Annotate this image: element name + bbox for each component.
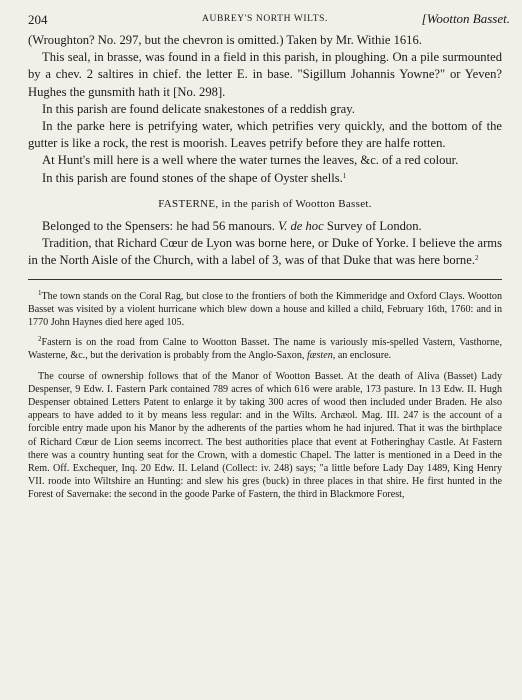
running-title: AUBREY'S NORTH WILTS.: [202, 14, 328, 24]
footnote-text: an enclosure.: [337, 350, 392, 362]
paragraph: [28, 235, 502, 269]
italic-text: V. de hoc: [278, 219, 324, 234]
paragraph: [28, 218, 502, 235]
footnotes: [28, 290, 502, 502]
footnote: [28, 336, 502, 362]
footnote-ref: 1: [342, 171, 347, 180]
paragraph-text: Tradition, that Richard Cœur de Lyon was borne here, or Duke of Yorke. I believe the arms in the North Aisle of the Church, with a label of 3, was of that Duke that was here borne.: [28, 236, 502, 268]
main-text: [28, 32, 502, 270]
section-heading: FASTERNE, in the parish of Wootton Basset.: [158, 197, 372, 210]
paragraph: [28, 170, 502, 187]
section-location: [Wootton Basset.: [421, 11, 510, 26]
footnote-continuation: The course of ownership follows that of the Manor of Wootton Basset. At the death of Aliva (Basset) Lady Despenser, 9 Edw. I. Fastern Park contained 789 acres of which 616 were arable, 173 pasture. In 13 Edw. II. Hugh Despenser obtained Letters Patent to enlarge it by taking 300 acres of wood then included under Braden. He also appears to have added to it by means less regular: and in the Wilts. Archæol. Mag. III. 247 is the account of a forcible entry made upon his Manor by the adherents of the parties whom he had injured. That it was the birthplace of Richard Cœur de Lion seems incorrect. The best authorities place that event at Fotheringhay Castle. At Fastern there was a country hunting seat for the Crown, with a domestic Chapel. The latter is mentioned in a Deed in the Rem. Off. Exchequer, Inq. 20 Edw. II. Leland (Collect: iv. 248) says; "a little before Lady Day 1489, King Henry VII. roode into Wiltshire an Hunting: and slew his gres (buck) in three places in that shire. He first hunted in the Forest of Savernake: the second in the goode Parke of Fastern, the third in Blackmore Forest,: [28, 370, 502, 501]
paragraph: In the parke here is petrifying water, which petrifies very quickly, and the bottom of the gutter is like a rock, the rest is moorish. Leaves petrify before they are halfe rotten.: [28, 119, 502, 151]
paragraph-text: Belonged to the Spensers: he had 56 manours.: [42, 219, 275, 234]
paragraph: In this parish are found delicate snakestones of a reddish gray.: [42, 101, 355, 116]
italic-text: fæsten,: [306, 350, 336, 362]
footnote-mark: 1: [38, 288, 42, 297]
footnote: [28, 290, 502, 330]
footnote-ref: 2: [474, 254, 479, 263]
footnote-divider: [28, 279, 502, 280]
paragraph: (Wroughton? No. 297, but the chevron is omitted.) Taken by Mr. Withie 1616.: [28, 33, 422, 47]
paragraph: At Hunt's mill here is a well where the water turnes the leaves, &c. of a red colour.: [42, 153, 459, 168]
footnote-text: The town stands on the Coral Rag, but close to the frontiers of both the Kimmeridge and Oxford Clays. Wootton Basset was visited by a violent hurricane which blew down a house and killed a child, February 16th, 1760: and in 1770 John Haynes died here aged 105.: [28, 290, 502, 329]
page: [28, 10, 510, 502]
footnote-mark: 2: [38, 335, 42, 344]
paragraph: This seal, in brasse, was found in a field in this parish, in ploughing. On a pile surmounted by a chev. 2 saltires in chief. the letter E. in base. "Sigillum Johannis Yowne?" or Yeven? Hughes the gunsmith hath it [No. 298].: [28, 50, 502, 99]
page-header: [28, 10, 510, 30]
paragraph-text: Survey of London.: [326, 219, 422, 234]
paragraph-text: In this parish are found stones of the shape of Oyster shells.: [42, 170, 343, 185]
page-number: 204: [28, 12, 48, 27]
footnote-text: Fastern is on the road from Calne to Wootton Basset. The name is variously mis-spelled Vastern, Vasthorne, Wasterne, &c., but the derivation is probably from the Anglo-Saxon,: [28, 337, 502, 362]
